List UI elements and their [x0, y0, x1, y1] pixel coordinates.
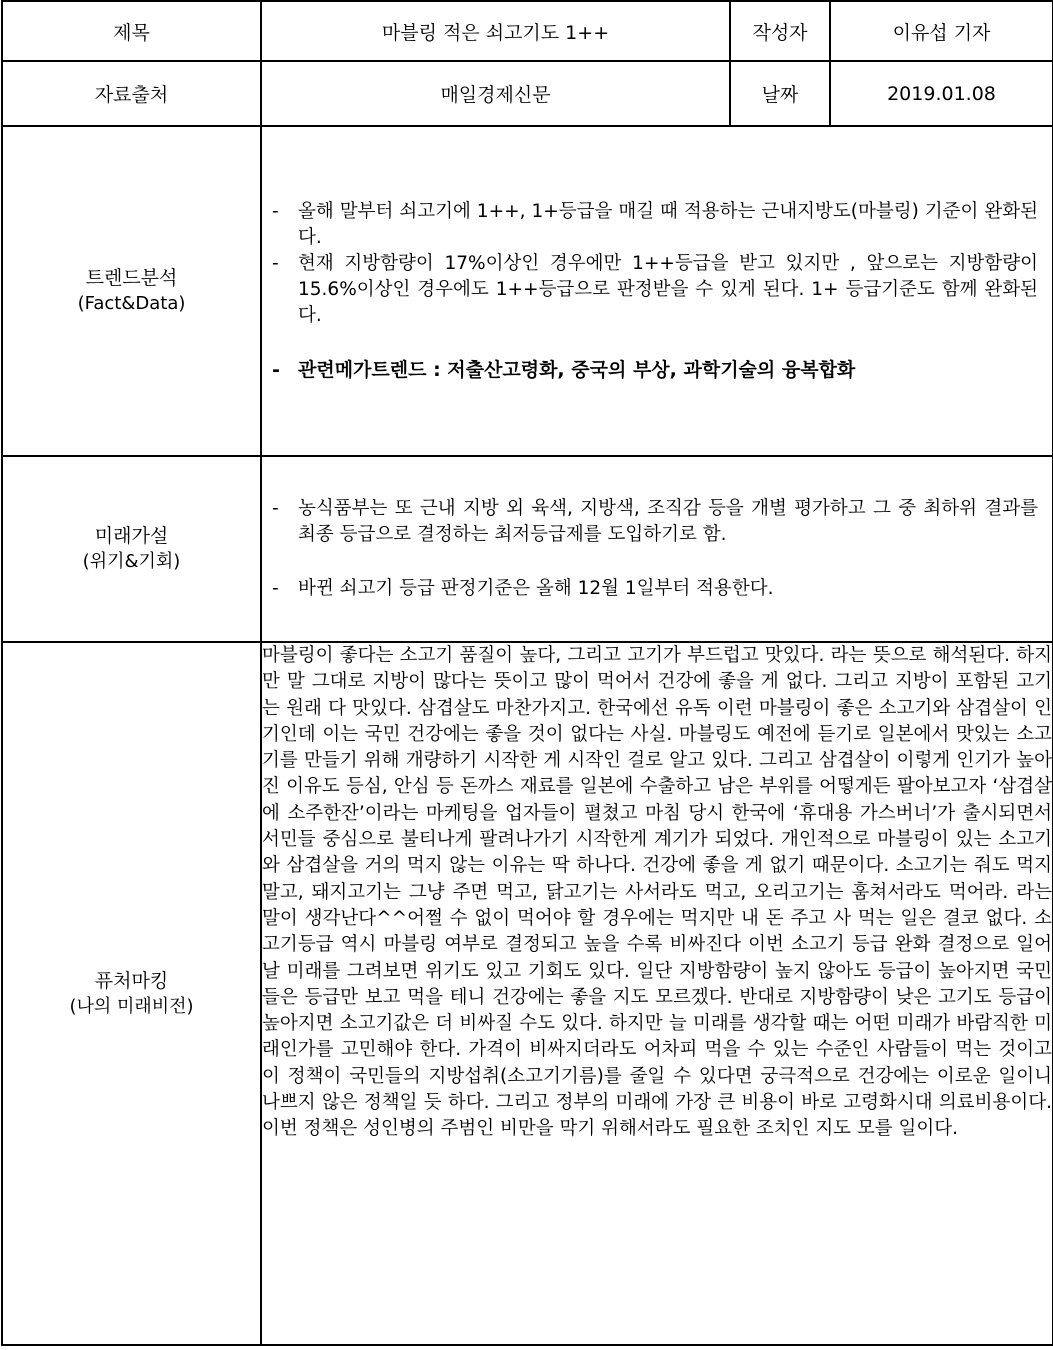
future-item: - 농식품부는 또 근내 지방 외 육색, 지방색, 조직감 등을 개별 평가하고 그 중 최하위 결과를 최종 등급으로 결정하는 최저등급제를 도입하기로 함.	[272, 496, 1038, 548]
trend-sublabel: (Fact&Data)	[77, 293, 186, 314]
date-label: 날짜	[730, 61, 830, 126]
trend-item: - 올해 말부터 쇠고기에 1++, 1+등급을 매길 때 적용하는 근내지방도(마블링) 기준이 완화된다.	[272, 199, 1038, 251]
future-item: - 바뀐 쇠고기 등급 판정기준은 올해 12월 1일부터 적용한다.	[272, 576, 1038, 602]
marking-row	[2, 642, 1053, 1345]
source-value: 매일경제신문	[261, 61, 730, 126]
marking-text: 마블링이 좋다는 소고기 품질이 높다, 그리고 고기가 부드럽고 맛있다. 라는 뜻으로 해석된다. 하지만 말 그대로 지방이 많다는 뜻이고 많이 먹어서 건강에 좋을 게 없다. 그리고 지방이 포함된 고기는 원래 다 맛있다. 삼겹살도 마찬가지고. 한국에선 유독 이런 마블링이 좋은 소고기와 삼겹살이 인기인데 이는 국민 건강에는 좋을 것이 없다는 사실. 마블링도 예전에 듣기로 일본에서 맛있는 소고기를 만들기 위해 개량하기 시작한 게 시작인 걸로 알고 있다. 그리고 삼겹살이 이렇게 인기가 높아진 이유도 등심, 안심 등 돈까스 재료를 일본에 수출하고 남은 부위를 어떻게든 팔아보고자 ‘삼겹살에 소주한잔’이라는 마케팅을 업자들이 펼쳤고 마침 당시 한국에 ‘휴대용 가스버너’가 출시되면서 서민들 중심으로 불티나게 팔려나가기 시작한게 계기가 되었다. 개인적으로 마블링이 있는 소고기와 삼겹살을 거의 먹지 않는 이유는 딱 하나다. 건강에 좋을 게 없기 때문이다. 소고기는 줘도 먹지말고, 돼지고기는 그냥 주면 먹고, 닭고기는 사서라도 먹고, 오리고기는 훔쳐서라도 먹어라. 라는 말이 생각난다^^어쩔 수 없이 먹어야 할 경우에는 먹지만 내 돈 주고 사 먹는 일은 결코 없다. 소고기등급 역시 마블링 여부로 결정되고 높을 수록 비싸진다 이번 소고기 등급 완화 결정으로 일어날 미래를 그려보면 위기도 있고 기회도 있다. 일단 지방함량이 높지 않아도 등급이 높아지면 국민들은 등급만 보고 먹을 테니 건강에는 좋을 지도 모르겠다. 반대로 지방함량이 낮은 고기도 등급이 높아지면 소고기값은 더 비싸질 수도 있다. 하지만 늘 미래를 생각할 때는 어떤 미래가 바람직한 미래인가를 고민해야 한다. 가격이 비싸지더라도 어차피 먹을 수 있는 수준인 사람들이 먹는 것이고 이 정책이 국민들의 지방섭취(소고기기름)를 줄일 수 있다면 궁극적으로 건강에는 이로운 일이니 나쁘지 않은 정책일 듯 하다. 그리고 정부의 미래에 가장 큰 비용이 바로 고령화시대 의료비용이다. 이번 정책은 성인병의 주범인 비만을 막기 위해서라도 필요한 조치인 지도 모를 일이다.	[261, 642, 1053, 1345]
trend-content	[261, 126, 1053, 456]
future-label: 미래가설	[94, 525, 169, 547]
author-label: 작성자	[730, 1, 830, 61]
title-label: 제목	[2, 1, 261, 61]
marking-sublabel: (나의 미래비전)	[69, 995, 194, 1017]
trend-row	[2, 126, 1053, 456]
future-content	[261, 456, 1053, 642]
trend-label: 트렌드분석	[85, 267, 178, 289]
author-value: 이유섭 기자	[830, 1, 1053, 61]
trend-label-cell	[2, 126, 261, 456]
source-row	[2, 61, 1053, 126]
marking-label: 퓨처마킹	[94, 969, 169, 992]
future-sublabel: (위기&기회)	[82, 551, 181, 572]
report-table	[1, 0, 1053, 1346]
future-label-cell	[2, 456, 261, 642]
date-value: 2019.01.08	[830, 61, 1053, 126]
source-label: 자료출처	[2, 61, 261, 126]
future-row	[2, 456, 1053, 642]
megatrend-item: - 관련메가트렌드 : 저출산고령화, 중국의 부상, 과학기술의 융복합화	[272, 357, 1038, 383]
trend-list	[262, 199, 1052, 383]
marking-label-cell	[2, 642, 261, 1345]
trend-item: - 현재 지방함량이 17%이상인 경우에만 1++등급을 받고 있지만 , 앞으로는 지방함량이 15.6%이상인 경우에도 1++등급으로 판정받을 수 있게 된다. 1+ 등급기준도 함께 완화된다.	[272, 251, 1038, 329]
title-value: 마블링 적은 쇠고기도 1++	[261, 1, 730, 61]
future-list	[262, 496, 1052, 602]
title-row	[2, 1, 1053, 61]
